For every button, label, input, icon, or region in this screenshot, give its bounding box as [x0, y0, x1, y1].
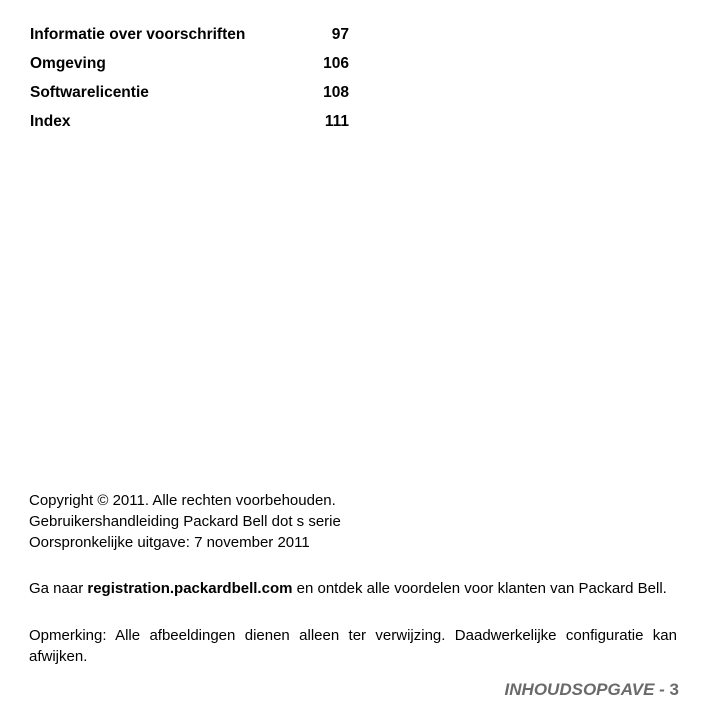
footer-section-title: INHOUDSOPGAVE -: [504, 680, 670, 699]
edition-line: Oorspronkelijke uitgave: 7 november 2011: [29, 534, 310, 551]
footer-page-number: 3: [669, 680, 679, 699]
toc-entry-title: Omgeving: [30, 55, 106, 72]
registration-prefix: Ga naar: [29, 580, 88, 597]
toc-entry-title: Informatie over voorschriften: [30, 26, 246, 43]
toc-entry-regulatory[interactable]: [30, 25, 349, 54]
registration-link[interactable]: registration.packardbell.com: [87, 580, 293, 597]
toc-entry-page: 108: [323, 84, 349, 101]
registration-suffix: en ontdek alle voordelen voor klanten van Packard Bell.: [292, 580, 667, 597]
copyright-block: [29, 490, 341, 553]
registration-paragraph: [29, 578, 677, 599]
copyright-line: Copyright © 2011. Alle rechten voorbehouden.: [29, 492, 336, 509]
toc-entry-environment[interactable]: [30, 54, 349, 83]
toc-entry-index[interactable]: [30, 112, 349, 141]
toc-entry-page: 106: [323, 55, 349, 72]
manual-title-line: Gebruikershandleiding Packard Bell dot s serie: [29, 513, 341, 530]
toc-entry-software-license[interactable]: [30, 83, 349, 112]
note-paragraph: Opmerking: Alle afbeeldingen dienen alleen ter verwijzing. Daadwerkelijke configuratie kan afwijken.: [29, 627, 677, 665]
toc-entry-title: Index: [30, 113, 71, 130]
toc-entry-title: Softwarelicentie: [30, 84, 149, 101]
toc-entry-page: 111: [324, 113, 349, 130]
page-footer: [505, 680, 679, 700]
toc-entry-page: 97: [331, 26, 349, 43]
table-of-contents: [30, 25, 349, 141]
